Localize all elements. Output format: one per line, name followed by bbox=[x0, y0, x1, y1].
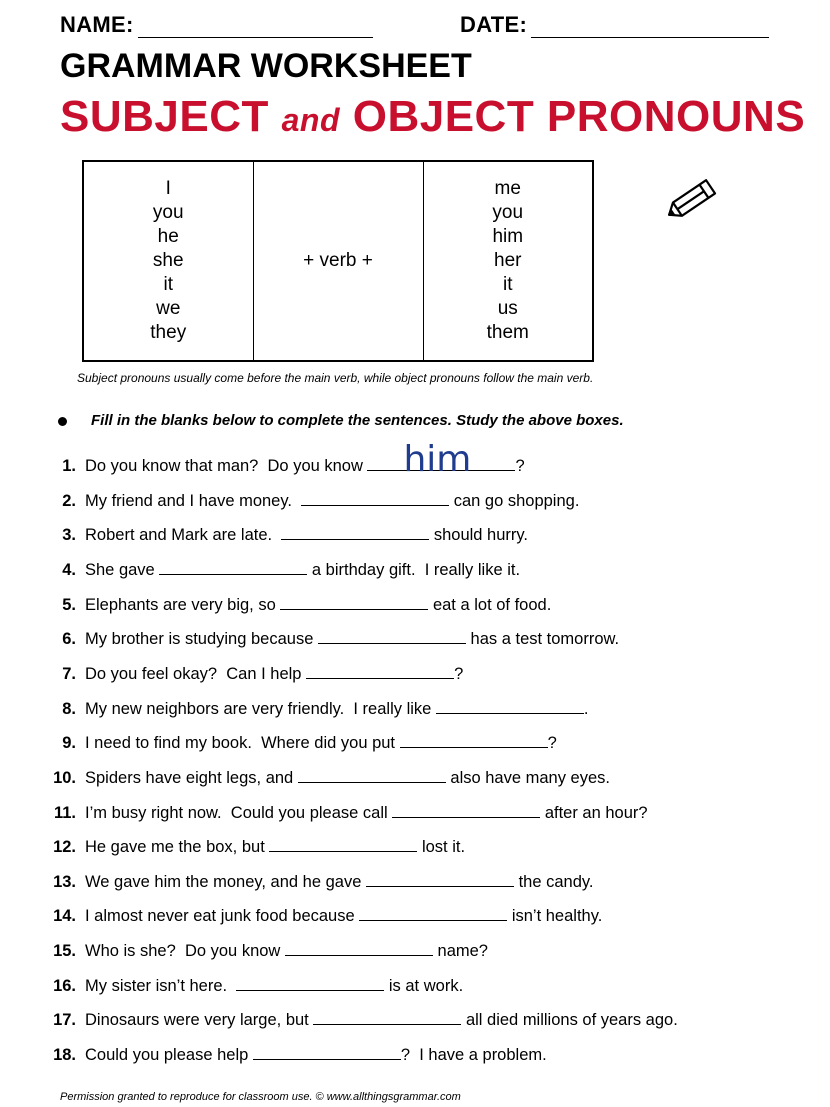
name-field[interactable] bbox=[60, 12, 373, 38]
pronoun-table bbox=[82, 160, 594, 362]
question-text-after: lost it. bbox=[417, 838, 466, 857]
worksheet-subtitle bbox=[60, 90, 805, 147]
question-number: 3. bbox=[62, 526, 76, 545]
question-text-before: I’m busy right now. Could you please call bbox=[85, 803, 393, 822]
question-item bbox=[0, 628, 619, 649]
subject-pronoun: he bbox=[157, 226, 179, 247]
object-pronoun: her bbox=[494, 250, 522, 271]
question-text-after: eat a lot of food. bbox=[428, 595, 552, 614]
instructions bbox=[58, 412, 624, 429]
object-pronoun: us bbox=[497, 298, 518, 319]
question-item bbox=[0, 439, 525, 480]
answer-blank[interactable] bbox=[280, 594, 428, 610]
answer-blank[interactable] bbox=[269, 836, 417, 852]
question-text-after: should hurry. bbox=[429, 526, 529, 545]
question-text-before: My brother is studying because bbox=[85, 630, 318, 649]
name-line[interactable] bbox=[138, 19, 373, 38]
question-number: 17. bbox=[53, 1011, 76, 1030]
question-item bbox=[0, 975, 463, 996]
answer-blank[interactable] bbox=[306, 663, 454, 679]
question-number: 9. bbox=[62, 734, 76, 753]
question-text-before: My new neighbors are very friendly. I really like bbox=[85, 699, 436, 718]
question-number: 13. bbox=[53, 872, 76, 891]
question-item bbox=[0, 490, 579, 511]
question-text-after: ? bbox=[515, 457, 525, 475]
question-text-after: isn’t healthy. bbox=[507, 907, 603, 926]
question-text-before: I need to find my book. Where did you put bbox=[85, 734, 400, 753]
answer-blank[interactable] bbox=[313, 1009, 461, 1025]
date-line[interactable] bbox=[531, 19, 769, 38]
date-field[interactable] bbox=[460, 12, 769, 38]
subject-pronoun: I bbox=[165, 178, 171, 199]
handwritten-answer: him bbox=[403, 439, 472, 480]
answer-blank[interactable] bbox=[366, 871, 514, 887]
question-number: 8. bbox=[62, 699, 76, 718]
object-pronoun: me bbox=[494, 178, 521, 199]
question-text-after: a birthday gift. I really like it. bbox=[307, 560, 521, 579]
footer-permission: Permission granted to reproduce for classroom use. © www.allthingsgrammar.com bbox=[60, 1091, 461, 1103]
question-item bbox=[0, 1009, 678, 1030]
question-text-after: ? bbox=[547, 734, 557, 753]
question-item bbox=[0, 802, 648, 823]
question-item bbox=[0, 698, 589, 719]
question-number: 10. bbox=[53, 768, 76, 787]
object-pronoun: them bbox=[486, 322, 529, 343]
question-number: 18. bbox=[53, 1046, 76, 1065]
question-number: 16. bbox=[53, 976, 76, 995]
question-text-after: all died millions of years ago. bbox=[461, 1011, 678, 1030]
question-text-before: My friend and I have money. bbox=[85, 491, 302, 510]
question-text-after: after an hour? bbox=[540, 803, 648, 822]
question-number: 6. bbox=[62, 630, 76, 649]
question-item bbox=[0, 940, 488, 961]
object-pronoun: him bbox=[492, 226, 524, 247]
question-text-before: We gave him the money, and he gave bbox=[85, 872, 366, 891]
question-text-before: Robert and Mark are late. bbox=[85, 526, 282, 545]
question-number: 2. bbox=[62, 491, 76, 510]
name-label: NAME: bbox=[60, 12, 134, 37]
object-pronoun: it bbox=[503, 274, 513, 295]
question-item bbox=[0, 836, 465, 857]
object-pronouns-column bbox=[423, 161, 593, 361]
answer-blank[interactable] bbox=[367, 439, 515, 480]
subject-pronoun: we bbox=[156, 298, 181, 319]
question-text-before: Spiders have eight legs, and bbox=[85, 768, 298, 787]
verb-column: + verb + bbox=[253, 161, 423, 361]
question-number: 1. bbox=[62, 457, 76, 475]
subject-pronoun: you bbox=[152, 202, 184, 223]
date-label: DATE: bbox=[460, 12, 528, 37]
subject-pronouns-column bbox=[83, 161, 253, 361]
answer-blank[interactable] bbox=[285, 940, 433, 956]
question-number: 11. bbox=[53, 803, 76, 822]
answer-blank[interactable] bbox=[301, 490, 449, 506]
question-text-before: Dinosaurs were very large, but bbox=[85, 1011, 314, 1030]
question-text-before: My sister isn’t here. bbox=[85, 976, 237, 995]
subject-pronoun: it bbox=[163, 274, 173, 295]
answer-blank[interactable] bbox=[253, 1044, 401, 1060]
question-text-after: name? bbox=[432, 942, 488, 961]
object-pronoun: you bbox=[492, 202, 524, 223]
question-item bbox=[0, 871, 593, 892]
question-item bbox=[0, 524, 528, 545]
question-text-after: ? I have a problem. bbox=[400, 1046, 547, 1065]
question-text-after: the candy. bbox=[513, 872, 594, 891]
question-item bbox=[0, 905, 602, 926]
question-number: 14. bbox=[53, 907, 76, 926]
question-item bbox=[0, 732, 557, 753]
question-text-after: can go shopping. bbox=[449, 491, 580, 510]
question-text-before: Who is she? Do you know bbox=[85, 942, 285, 961]
question-item bbox=[0, 767, 610, 788]
question-number: 4. bbox=[62, 560, 76, 579]
question-text-before: He gave me the box, but bbox=[85, 838, 270, 857]
subtitle-object: OBJECT PRONOUNS bbox=[352, 92, 806, 141]
answer-blank[interactable] bbox=[318, 628, 466, 644]
question-text-before: Do you know that man? Do you know bbox=[85, 457, 368, 475]
question-text-before: She gave bbox=[85, 560, 160, 579]
answer-blank[interactable] bbox=[392, 802, 540, 818]
worksheet-title: GRAMMAR WORKSHEET bbox=[60, 47, 472, 85]
subject-pronoun: she bbox=[152, 250, 184, 271]
subject-pronoun: they bbox=[150, 322, 187, 343]
question-item bbox=[0, 663, 463, 684]
subtitle-subject: SUBJECT bbox=[60, 92, 269, 141]
usage-note: Subject pronouns usually come before the main verb, while object pronouns follow the main verb. bbox=[77, 371, 594, 385]
question-text-before: I almost never eat junk food because bbox=[85, 907, 360, 926]
question-number: 15. bbox=[53, 942, 76, 961]
question-item bbox=[0, 594, 551, 615]
question-text-after: . bbox=[583, 699, 589, 718]
instruction-text: Fill in the blanks below to complete the sentences. Study the above boxes. bbox=[91, 412, 624, 429]
answer-blank[interactable] bbox=[359, 905, 507, 921]
question-text-before: Do you feel okay? Can I help bbox=[85, 664, 307, 683]
pencil-icon bbox=[662, 172, 726, 224]
question-text-after: ? bbox=[454, 664, 464, 683]
bullet-icon bbox=[58, 417, 67, 426]
answer-blank[interactable] bbox=[236, 975, 384, 991]
subtitle-and: and bbox=[281, 102, 340, 138]
question-text-after: also have many eyes. bbox=[445, 768, 610, 787]
question-number: 5. bbox=[62, 595, 76, 614]
answer-blank[interactable] bbox=[159, 559, 307, 575]
question-text-after: has a test tomorrow. bbox=[465, 630, 620, 649]
question-number: 12. bbox=[53, 838, 76, 857]
question-item bbox=[0, 559, 520, 580]
answer-blank[interactable] bbox=[400, 732, 548, 748]
question-text-after: is at work. bbox=[384, 976, 464, 995]
question-item bbox=[0, 1044, 547, 1065]
answer-blank[interactable] bbox=[281, 524, 429, 540]
answer-blank[interactable] bbox=[298, 767, 446, 783]
question-text-before: Elephants are very big, so bbox=[85, 595, 281, 614]
answer-blank[interactable] bbox=[436, 698, 584, 714]
question-number: 7. bbox=[62, 664, 76, 683]
question-text-before: Could you please help bbox=[85, 1046, 253, 1065]
